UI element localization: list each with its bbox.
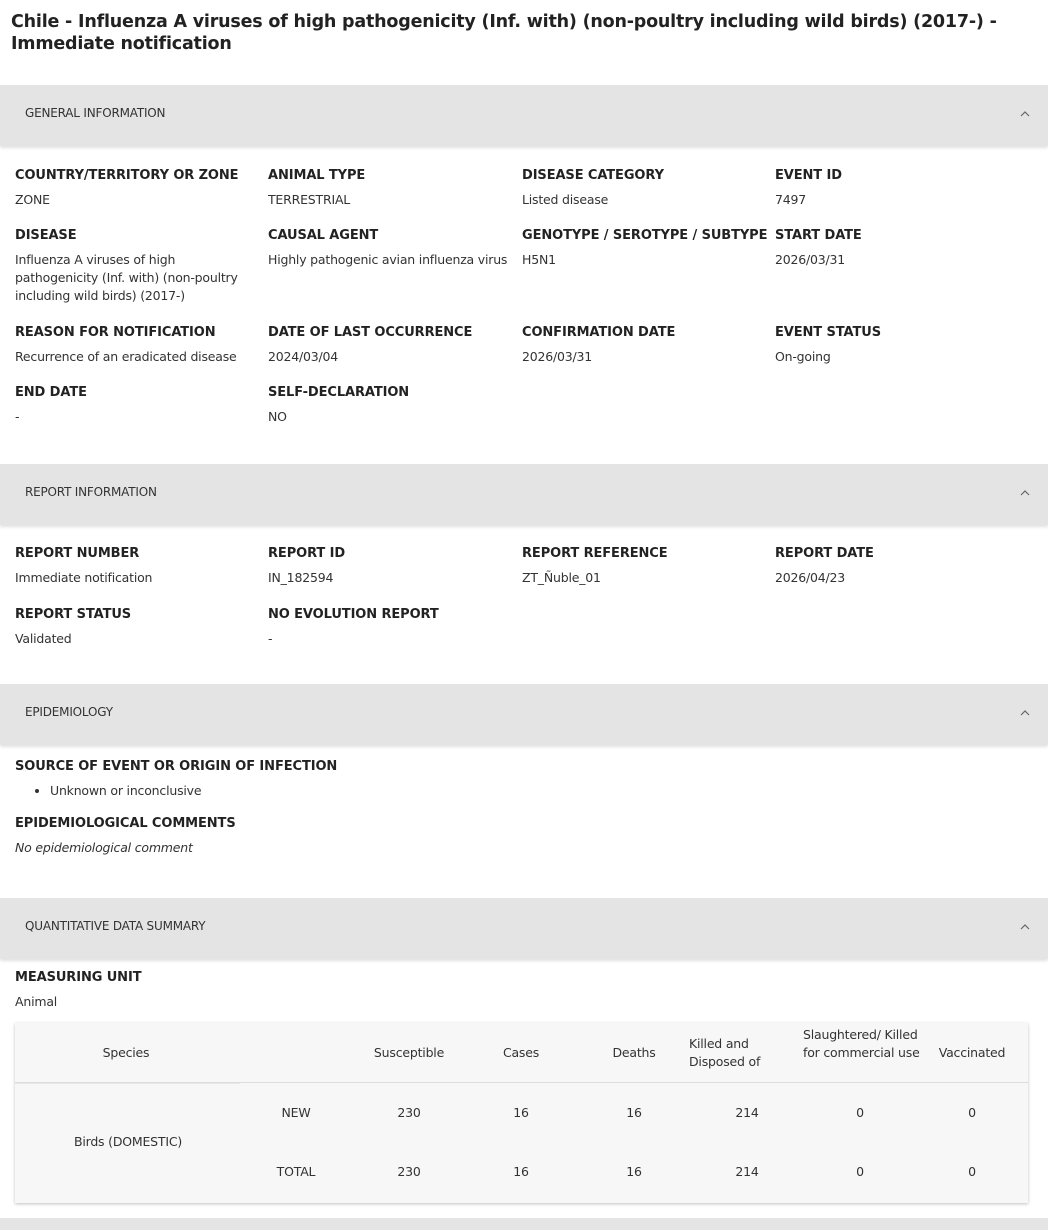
field-label: REPORT DATE (775, 546, 874, 561)
field-disease-category (522, 168, 772, 209)
field-value: Immediate notification (15, 570, 153, 585)
field-measuring-unit (15, 970, 265, 1011)
section-header-quantitative-data-summary[interactable] (0, 898, 1048, 959)
field-label: SELF-DECLARATION (268, 385, 410, 400)
chevron-up-icon[interactable] (1018, 920, 1032, 934)
row-label-total: TOTAL (276, 1164, 316, 1179)
field-animal-type (268, 168, 518, 209)
field-label: START DATE (775, 228, 862, 243)
field-value: IN_182594 (268, 570, 334, 585)
field-value: ZONE (15, 192, 50, 207)
field-start-date (775, 228, 1025, 269)
section-title: GENERAL INFORMATION (25, 106, 166, 120)
field-end-date (15, 385, 265, 426)
field-value: Animal (15, 994, 58, 1009)
column-header-slaughtered: Slaughtered/ Killed for commercial use (803, 1027, 920, 1060)
field-report-status (15, 607, 265, 648)
field-disease (15, 228, 260, 305)
field-self-declaration (268, 385, 518, 426)
field-label: SOURCE OF EVENT OR ORIGIN OF INFECTION (15, 759, 338, 774)
field-event-status (775, 325, 1025, 366)
field-epidemiological-comments (15, 816, 515, 857)
field-value: 2026/03/31 (775, 252, 846, 267)
cell-total-susceptible: 230 (397, 1164, 421, 1179)
field-label: MEASURING UNIT (15, 970, 142, 985)
field-value: NO (268, 409, 287, 424)
row-label-new: NEW (281, 1105, 311, 1120)
field-value: On-going (775, 349, 831, 364)
field-label: REPORT ID (268, 546, 346, 561)
cell-total-cases: 16 (513, 1164, 529, 1179)
field-value: 2026/04/23 (775, 570, 846, 585)
field-report-reference (522, 546, 772, 587)
field-label: REPORT STATUS (15, 607, 132, 622)
column-header-killed-and-disposed: Killed and Disposed of (689, 1036, 761, 1069)
field-value: TERRESTRIAL (268, 192, 351, 207)
chevron-up-icon[interactable] (1018, 706, 1032, 720)
cell-total-vaccinated: 0 (968, 1164, 976, 1179)
field-causal-agent (268, 228, 508, 269)
field-label: GENOTYPE / SEROTYPE / SUBTYPE (522, 228, 768, 243)
field-value: Influenza A viruses of high pathogenicity (Inf. with) (non-poultry including wild birds) (2017-) (15, 252, 238, 303)
section-header-general-information[interactable] (0, 85, 1048, 146)
field-value: Listed disease (522, 192, 609, 207)
field-confirmation-date (522, 325, 772, 366)
column-header-deaths: Deaths (612, 1045, 656, 1060)
field-label: EVENT STATUS (775, 325, 881, 340)
field-value: No epidemiological comment (15, 840, 193, 855)
row-divider (15, 1083, 240, 1084)
field-value: 2026/03/31 (522, 349, 593, 364)
field-label: REASON FOR NOTIFICATION (15, 325, 216, 340)
field-value: - (15, 409, 20, 424)
page-title: Chile - Influenza A viruses of high pathogenicity (Inf. with) (non-poultry including wild birds) (2017-) - Immediate notification (11, 12, 997, 54)
cell-new-vaccinated: 0 (968, 1105, 976, 1120)
field-reason-for-notification (15, 325, 265, 366)
field-label: REPORT NUMBER (15, 546, 140, 561)
field-report-number (15, 546, 265, 587)
section-header-report-information[interactable] (0, 464, 1048, 525)
field-label: END DATE (15, 385, 87, 400)
cell-new-killed: 214 (735, 1105, 759, 1120)
chevron-up-icon[interactable] (1018, 486, 1032, 500)
species-name: Birds (DOMESTIC) (73, 1134, 183, 1149)
cell-total-killed: 214 (735, 1164, 759, 1179)
source-list (50, 783, 201, 799)
column-header-species: Species (102, 1045, 150, 1060)
field-no-evolution-report (268, 607, 518, 648)
field-value: Recurrence of an eradicated disease (15, 349, 237, 364)
field-label: REPORT REFERENCE (522, 546, 668, 561)
list-item: • Unknown or inconclusive (50, 783, 201, 799)
field-value: 2024/03/04 (268, 349, 339, 364)
cell-new-cases: 16 (513, 1105, 529, 1120)
cell-total-deaths: 16 (626, 1164, 642, 1179)
field-value: H5N1 (522, 252, 556, 267)
field-label: COUNTRY/TERRITORY OR ZONE (15, 168, 239, 183)
field-value: Validated (15, 631, 72, 646)
field-label: ANIMAL TYPE (268, 168, 366, 183)
field-value: - (268, 631, 273, 646)
field-date-of-last-occurrence (268, 325, 518, 366)
field-label: CONFIRMATION DATE (522, 325, 676, 340)
field-label: CAUSAL AGENT (268, 228, 379, 243)
field-value: Highly pathogenic avian influenza virus (268, 252, 508, 267)
field-genotype (522, 228, 772, 269)
next-section-header[interactable] (0, 1218, 1048, 1230)
field-report-id (268, 546, 518, 587)
column-header-cases: Cases (502, 1045, 540, 1060)
column-header-susceptible: Susceptible (373, 1045, 445, 1060)
chevron-up-icon[interactable] (1018, 107, 1032, 121)
cell-new-deaths: 16 (626, 1105, 642, 1120)
section-title: REPORT INFORMATION (25, 485, 157, 499)
field-label: EVENT ID (775, 168, 842, 183)
field-label: EPIDEMIOLOGICAL COMMENTS (15, 816, 236, 831)
section-title: QUANTITATIVE DATA SUMMARY (25, 919, 206, 933)
field-country (15, 168, 265, 209)
field-report-date (775, 546, 1025, 587)
cell-total-slaughtered: 0 (856, 1164, 864, 1179)
quantitative-data-table (15, 1023, 1028, 1203)
field-label: NO EVOLUTION REPORT (268, 607, 439, 622)
field-event-id (775, 168, 1025, 209)
field-source-of-event (15, 759, 515, 775)
field-label: DATE OF LAST OCCURRENCE (268, 325, 473, 340)
field-value: ZT_Ñuble_01 (522, 570, 601, 585)
section-title: EPIDEMIOLOGY (25, 705, 113, 719)
field-value: 7497 (775, 192, 807, 207)
cell-new-slaughtered: 0 (856, 1105, 864, 1120)
section-header-epidemiology[interactable] (0, 684, 1048, 745)
field-label: DISEASE CATEGORY (522, 168, 664, 183)
column-header-vaccinated: Vaccinated (938, 1045, 1006, 1060)
cell-new-susceptible: 230 (397, 1105, 421, 1120)
field-label: DISEASE (15, 228, 77, 243)
